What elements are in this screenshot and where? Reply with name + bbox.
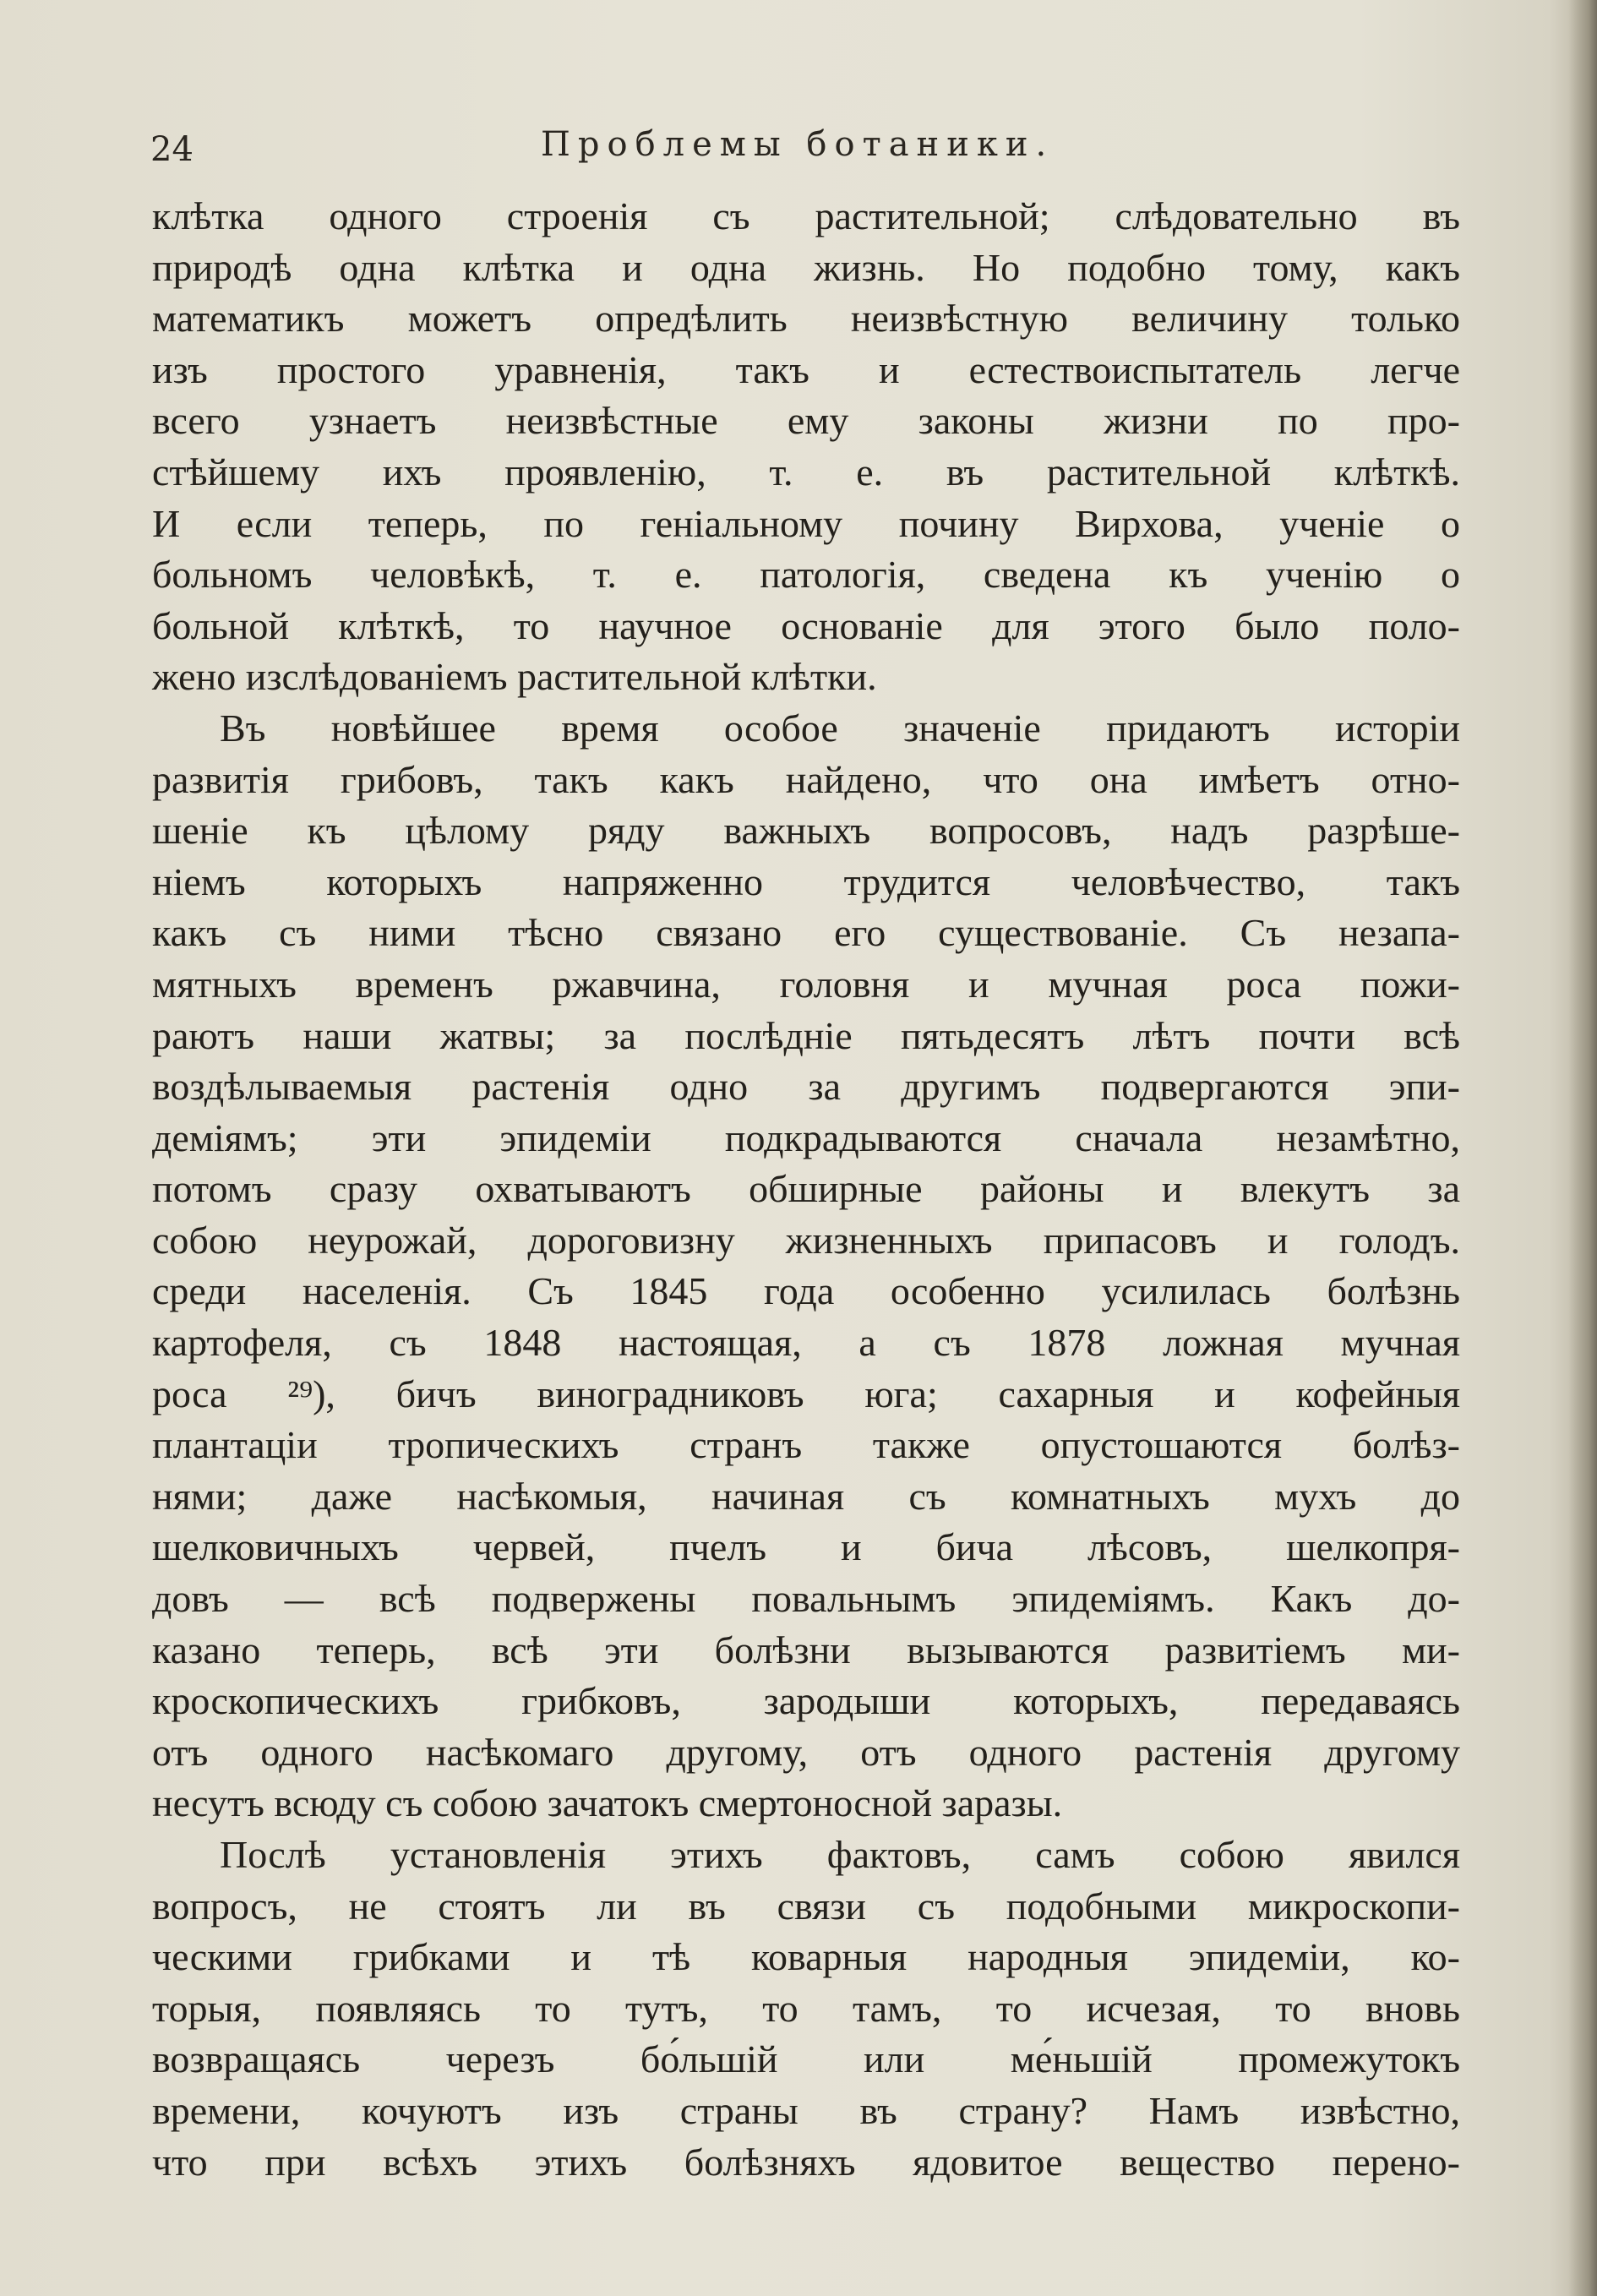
running-title: Проблемы ботаники. <box>541 125 1055 164</box>
text-line: клѣтка одного строенія съ растительной; слѣдовательно въ <box>152 194 1460 237</box>
text-line: торыя, появляясь то тутъ, то тамъ, то исчезая, то вновь <box>152 1986 1460 2030</box>
text-line: стѣйшему ихъ проявленію, т. е. въ растительной клѣткѣ. <box>152 450 1460 494</box>
text-line: Въ новѣйшее время особое значеніе придаютъ исторіи <box>220 706 1460 750</box>
text-line: собою неурожай, дороговизну жизненныхъ припасовъ и голодъ. <box>152 1218 1460 1262</box>
text-line: изъ простого уравненія, такъ и естествоиспытатель легче <box>152 347 1460 391</box>
body-text <box>152 191 1460 2188</box>
text-line: вопросъ, не стоятъ ли въ связи съ подобными микроскопи- <box>152 1884 1460 1928</box>
page-number: 24 <box>150 130 193 169</box>
text-line: роса ²⁹), бичъ виноградниковъ юга; сахарныя и кофейныя <box>152 1372 1460 1415</box>
text-line: среди населенія. Съ 1845 года особенно усилилась болѣзнь <box>152 1269 1460 1313</box>
text-line: времени, кочуютъ изъ страны въ страну? Намъ извѣстно, <box>152 2088 1460 2132</box>
text-line: раютъ наши жатвы; за послѣдніе пятьдесятъ лѣтъ почти всѣ <box>152 1013 1460 1057</box>
text-line: воздѣлываемыя растенія одно за другимъ подвергаются эпи- <box>152 1065 1460 1109</box>
text-line: казано теперь, всѣ эти болѣзни вызываются развитіемъ ми- <box>152 1628 1460 1672</box>
text-line: жено изслѣдованіемъ растительной клѣтки. <box>152 655 877 699</box>
text-line: кроскопическихъ грибковъ, зародыши которыхъ, передаваясь <box>152 1679 1460 1723</box>
paragraph-3 <box>152 1830 1460 2188</box>
text-line: мятныхъ временъ ржавчина, головня и мучная роса пожи- <box>152 962 1460 1006</box>
text-line: возвращаясь черезъ бо́льшій или ме́ньшій промежутокъ <box>152 2037 1460 2081</box>
text-line: природѣ одна клѣтка и одна жизнь. Но подобно тому, какъ <box>152 245 1460 289</box>
text-line: отъ одного насѣкомаго другому, отъ одного растенія другому <box>152 1730 1460 1774</box>
text-line: ческими грибками и тѣ коварныя народныя эпидеміи, ко- <box>152 1935 1460 1979</box>
text-line: развитія грибовъ, такъ какъ найдено, что она имѣетъ отно- <box>152 757 1460 801</box>
text-line: Послѣ установленія этихъ фактовъ, самъ собою явился <box>220 1833 1460 1876</box>
text-line: какъ съ ними тѣсно связано его существованіе. Съ незапа- <box>152 911 1460 955</box>
paragraph-1 <box>152 191 1460 703</box>
text-line: деміямъ; эти эпидеміи подкрадываются сначала незамѣтно, <box>152 1115 1460 1159</box>
text-line: больной клѣткѣ, то научное основаніе для этого было поло- <box>152 603 1460 647</box>
text-line: математикъ можетъ опредѣлить неизвѣстную величину только <box>152 297 1460 341</box>
text-line: нями; даже насѣкомыя, начиная съ комнатныхъ мухъ до <box>152 1474 1460 1518</box>
text-line: картофеля, съ 1848 настоящая, а съ 1878 ложная мучная <box>152 1321 1460 1365</box>
text-line: плантаціи тропическихъ странъ также опустошаются болѣз- <box>152 1423 1460 1467</box>
text-line: шелковичныхъ червей, пчелъ и бича лѣсовъ, шелкопря- <box>152 1525 1460 1569</box>
text-line: ніемъ которыхъ напряженно трудится человѣчество, такъ <box>152 859 1460 903</box>
text-line: потомъ сразу охватываютъ обширные районы и влекутъ за <box>152 1167 1460 1211</box>
page-edge-shadow <box>1568 0 1597 2296</box>
text-line: шеніе къ цѣлому ряду важныхъ вопросовъ, надъ разрѣше- <box>152 809 1460 853</box>
paragraph-2 <box>152 703 1460 1830</box>
text-line: И если теперь, по геніальному почину Вирхова, ученіе о <box>152 501 1460 545</box>
text-line: довъ — всѣ подвержены повальнымъ эпидеміямъ. Какъ до- <box>152 1577 1460 1621</box>
page-header <box>150 125 1460 184</box>
text-line: несутъ всюду съ собою зачатокъ смертоносной заразы. <box>152 1781 1063 1825</box>
text-line: всего узнаетъ неизвѣстные ему законы жизни по про- <box>152 399 1460 443</box>
text-line: что при всѣхъ этихъ болѣзняхъ ядовитое вещество перено- <box>152 2140 1460 2184</box>
text-line: больномъ человѣкѣ, т. е. патологія, сведена къ ученію о <box>152 553 1460 597</box>
